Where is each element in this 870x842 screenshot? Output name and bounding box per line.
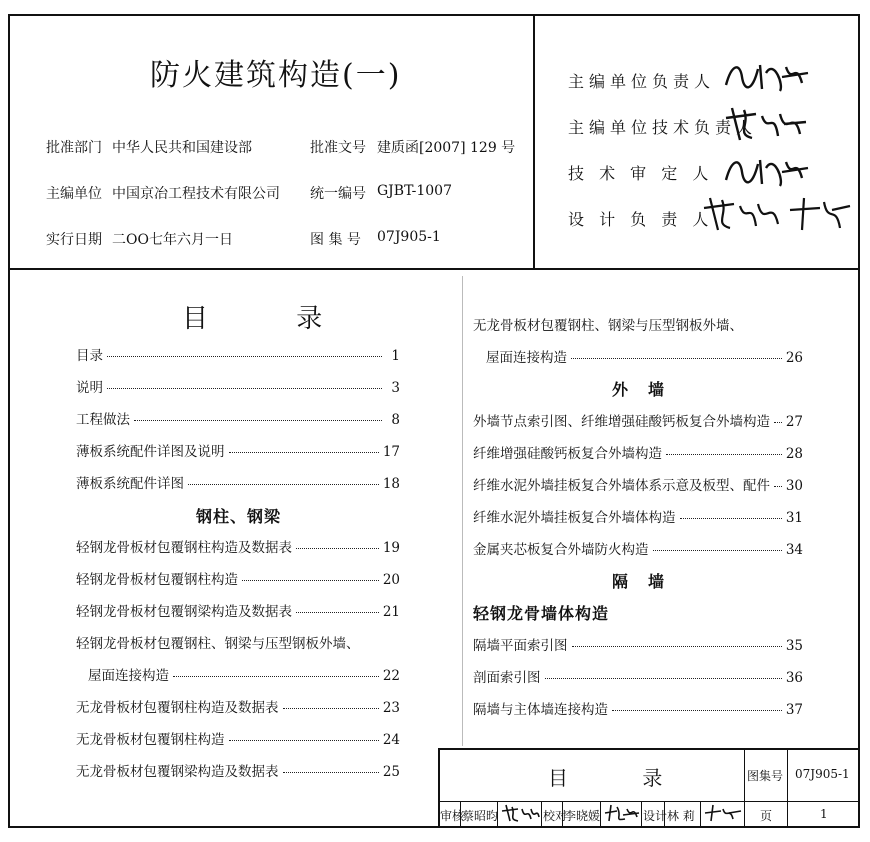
signatory-role: 主编单位技术负责人 (568, 118, 758, 137)
toc-entry-page: 34 (785, 542, 803, 558)
meta-label: 批准部门 (46, 140, 102, 156)
dot-leader (296, 548, 379, 549)
title-block-row-divider (439, 801, 859, 802)
toc-section-heading: 外墙 (612, 380, 685, 399)
toc-entry-title: 目录 (76, 348, 103, 364)
title-block-title: 目 录 (548, 766, 697, 790)
checker-name: 李晓媛 (564, 809, 601, 823)
toc-entry-page: 23 (382, 700, 400, 716)
dot-leader (107, 356, 382, 357)
dot-leader (774, 422, 782, 423)
dot-leader (242, 580, 379, 581)
dot-leader (296, 612, 379, 613)
signatory-role: 技 术 审 定 人 (568, 164, 714, 183)
toc-entry[interactable] (76, 408, 400, 428)
toc-entry-page: 20 (382, 572, 400, 588)
meta-label: 实行日期 (46, 232, 102, 248)
toc-entry-page: 22 (382, 668, 400, 684)
toc-entry-page: 19 (382, 540, 400, 556)
dot-leader (666, 454, 782, 455)
meta-label: 主编单位 (46, 186, 102, 202)
toc-entry-page: 8 (391, 412, 400, 428)
toc-entry-title: 纤维水泥外墙挂板复合外墙体构造 (473, 510, 676, 526)
toc-entry[interactable] (76, 696, 400, 716)
dot-leader (283, 708, 379, 709)
toc-entry-title: 纤维增强硅酸钙板复合外墙构造 (473, 446, 662, 462)
title-block-cell-divider (641, 802, 642, 827)
title-block-col-divider (787, 749, 788, 827)
title-block-col-divider (744, 749, 745, 827)
toc-entry[interactable] (486, 346, 803, 366)
dot-leader (283, 772, 379, 773)
dot-leader (188, 484, 379, 485)
toc-entry-title: 说明 (76, 380, 103, 396)
toc-entry-title: 屋面连接构造 (486, 350, 567, 366)
document-title: 防火建筑构造(一) (150, 58, 402, 93)
toc-entry-page: 37 (785, 702, 803, 718)
title-block-cell-divider (541, 802, 542, 827)
toc-entry-page: 24 (382, 732, 400, 748)
handwritten-signature (603, 803, 641, 825)
handwritten-signature (722, 150, 812, 195)
toc-entry-title: 轻钢龙骨板材包覆钢梁构造及数据表 (76, 604, 292, 620)
meta-value: 中华人民共和国建设部 (112, 140, 252, 156)
toc-entry-page: 18 (382, 476, 400, 492)
review-label: 审核 (440, 809, 465, 823)
dot-leader (173, 676, 379, 677)
toc-entry-page: 21 (382, 604, 400, 620)
atlas-label: 图集号 (747, 769, 784, 783)
meta-value: 二OO七年六月一日 (112, 232, 233, 248)
toc-entry-title: 隔墙平面索引图 (473, 638, 568, 654)
dot-leader (134, 420, 382, 421)
dot-leader (653, 550, 782, 551)
toc-section-heading: 隔墙 (612, 572, 685, 591)
page-label: 页 (760, 809, 773, 823)
meta-value: 07J905-1 (377, 229, 441, 245)
toc-subsection-heading: 轻钢龙骨墙体构造 (473, 604, 610, 623)
toc-entry-page: 26 (785, 350, 803, 366)
reviewer-name: 蔡昭昀 (462, 809, 499, 823)
toc-entry[interactable] (473, 634, 803, 654)
toc-entry[interactable] (473, 538, 803, 558)
toc-entry-page: 28 (785, 446, 803, 462)
handwritten-signature (722, 55, 812, 100)
toc-entry-title: 轻钢龙骨板材包覆钢柱构造及数据表 (76, 540, 292, 556)
meta-label: 批准文号 (310, 140, 366, 156)
signature-divider (533, 15, 535, 269)
toc-entry[interactable] (88, 664, 400, 684)
toc-entry[interactable] (473, 506, 803, 526)
designer-name: 林 莉 (667, 809, 695, 823)
dot-leader (572, 646, 782, 647)
toc-entry-title: 隔墙与主体墙连接构造 (473, 702, 608, 718)
meta-value: 中国京冶工程技术有限公司 (112, 186, 280, 202)
check-label: 校对 (543, 809, 568, 823)
atlas-number: 07J905-1 (795, 767, 850, 781)
toc-entry-title: 薄板系统配件详图 (76, 476, 184, 492)
toc-section-heading: 钢柱、钢梁 (196, 507, 282, 526)
toc-entry-page: 35 (785, 638, 803, 654)
meta-label: 统一编号 (310, 186, 366, 202)
toc-column-gap (462, 276, 463, 746)
meta-value: GJBT-1007 (377, 183, 452, 199)
dot-leader (107, 388, 382, 389)
toc-entry-title: 无龙骨板材包覆钢柱、钢梁与压型钢板外墙、 (473, 318, 743, 334)
header-divider (9, 268, 859, 270)
design-label: 设计 (643, 809, 668, 823)
dot-leader (680, 518, 782, 519)
toc-entry-page: 17 (382, 444, 400, 460)
toc-entry[interactable] (76, 568, 400, 588)
toc-entry-title: 无龙骨板材包覆钢柱构造 (76, 732, 225, 748)
dot-leader (229, 740, 379, 741)
toc-entry-page: 31 (785, 510, 803, 526)
dot-leader (545, 678, 782, 679)
page-number: 1 (820, 807, 828, 821)
handwritten-signature (700, 194, 855, 242)
toc-entry[interactable] (473, 698, 803, 718)
toc-entry[interactable] (473, 474, 803, 494)
toc-entry-page: 36 (785, 670, 803, 686)
toc-entry-title: 外墙节点索引图、纤维增强硅酸钙板复合外墙构造 (473, 414, 770, 430)
toc-entry[interactable] (76, 600, 400, 620)
toc-entry-page: 27 (785, 414, 803, 430)
toc-entry-title: 薄板系统配件详图及说明 (76, 444, 225, 460)
dot-leader (229, 452, 379, 453)
toc-entry[interactable] (76, 632, 400, 652)
toc-entry-page: 30 (785, 478, 803, 494)
toc-entry-title: 无龙骨板材包覆钢柱构造及数据表 (76, 700, 279, 716)
signatory-role: 主编单位负责人 (568, 72, 716, 91)
toc-entry[interactable] (76, 344, 400, 364)
meta-value: 建质函[2007] 129 号 (377, 140, 516, 156)
toc-entry[interactable] (76, 536, 400, 556)
toc-entry-title: 无龙骨板材包覆钢梁构造及数据表 (76, 764, 279, 780)
toc-entry[interactable] (473, 314, 803, 334)
toc-entry-page: 1 (391, 348, 400, 364)
toc-entry-title: 剖面索引图 (473, 670, 541, 686)
signatory-role: 设 计 负 责 人 (568, 210, 714, 229)
toc-entry-title: 金属夹芯板复合外墙防火构造 (473, 542, 649, 558)
title-block-top (438, 748, 859, 750)
toc-title: 目 录 (182, 304, 363, 334)
toc-entry-title: 工程做法 (76, 412, 130, 428)
toc-entry[interactable] (76, 440, 400, 460)
meta-label: 图 集 号 (310, 232, 361, 248)
title-block-cell-divider (700, 802, 701, 827)
toc-entry[interactable] (76, 760, 400, 780)
toc-entry-title: 轻钢龙骨板材包覆钢柱构造 (76, 572, 238, 588)
dot-leader (774, 486, 782, 487)
toc-entry-page: 25 (382, 764, 400, 780)
toc-entry[interactable] (76, 472, 400, 492)
title-block-cell-divider (600, 802, 601, 827)
dot-leader (571, 358, 782, 359)
handwritten-signature (722, 104, 812, 149)
toc-entry-title: 纤维水泥外墙挂板复合外墙体系示意及板型、配件 (473, 478, 770, 494)
toc-entry-page: 3 (391, 380, 400, 396)
toc-entry[interactable] (473, 666, 803, 686)
toc-entry-title: 屋面连接构造 (88, 668, 169, 684)
toc-entry[interactable] (473, 410, 803, 430)
toc-entry[interactable] (473, 442, 803, 462)
handwritten-signature (500, 803, 540, 825)
dot-leader (612, 710, 782, 711)
toc-entry[interactable] (76, 728, 400, 748)
handwritten-signature (703, 803, 743, 825)
toc-entry-title: 轻钢龙骨板材包覆钢柱、钢梁与压型钢板外墙、 (76, 636, 360, 652)
toc-entry[interactable] (76, 376, 400, 396)
